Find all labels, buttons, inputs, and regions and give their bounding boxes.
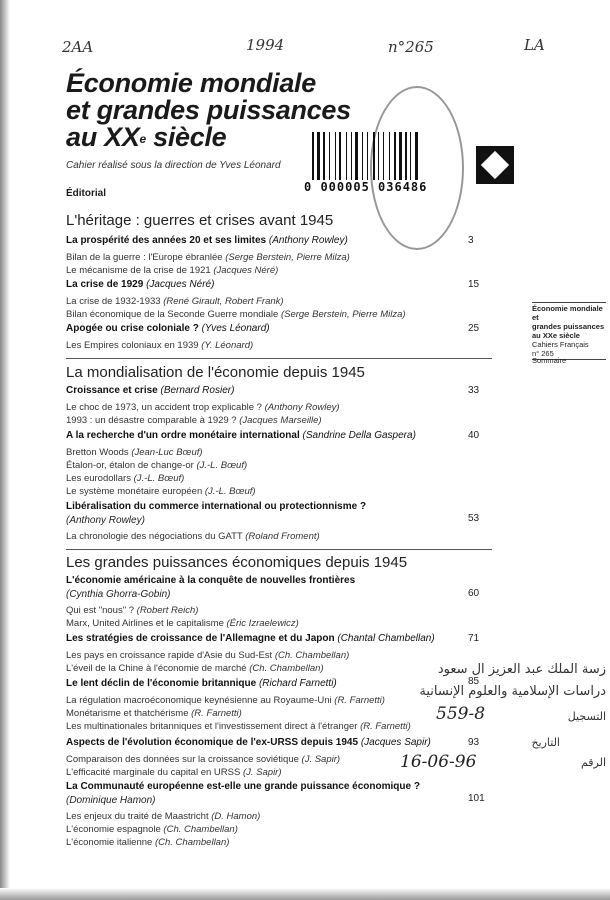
toc-subentry: L'économie italienne (Ch. Chambellan) xyxy=(66,837,230,848)
page-number: 53 xyxy=(468,513,480,524)
toc-subentry: La régulation macroéconomique keynésienne au Royaume-Uni (R. Farnetti) xyxy=(66,695,385,706)
toc-subentry: La chronologie des négociations du GATT (Roland Froment) xyxy=(66,531,320,542)
handwritten-number: n°265 xyxy=(388,38,434,56)
toc-author: (Cynthia Ghorra-Gobin) xyxy=(66,589,171,600)
page-number: 85 xyxy=(468,676,480,687)
section-title: La mondialisation de l'économie depuis 1945 xyxy=(66,364,365,381)
barcode-bar xyxy=(346,132,347,180)
page-number: 40 xyxy=(468,430,480,441)
toc-subentry: Bilan de la guerre : l'Europe ébranlée (Serge Berstein, Pierre Milza) xyxy=(66,252,350,263)
section-title: Les grandes puissances économiques depuis 1945 xyxy=(66,554,408,571)
barcode-bar xyxy=(405,132,407,180)
barcode-bar xyxy=(351,132,352,180)
page-number: 3 xyxy=(468,235,474,246)
publisher-logo xyxy=(476,146,514,184)
page-number: 101 xyxy=(468,793,485,804)
toc-subentry: Bretton Woods (Jean-Luc Bœuf) xyxy=(66,447,203,458)
section-divider xyxy=(66,358,492,359)
barcode xyxy=(304,132,472,194)
page-shadow-left xyxy=(0,0,10,900)
toc-entry: Le lent déclin de l'économie britannique (Richard Farnetti) xyxy=(66,678,337,689)
handwritten-mark: LA xyxy=(524,36,545,54)
stamp-number-label: الرقم xyxy=(580,756,606,769)
barcode-number: 0 000005 036486 xyxy=(304,180,428,194)
barcode-bar xyxy=(317,132,320,180)
toc-subentry: Les eurodollars (J.-L. Bœuf) xyxy=(66,473,185,484)
barcode-bar xyxy=(415,132,418,180)
barcode-bar xyxy=(355,132,358,180)
toc-entry: La prospérité des années 20 et ses limites (Anthony Rowley) xyxy=(66,235,348,246)
barcode-bar xyxy=(339,132,341,180)
toc-entry: La crise de 1929 (Jacques Néré) xyxy=(66,279,215,290)
barcode-bar xyxy=(373,132,375,180)
sidebar-box xyxy=(532,302,606,360)
sidebar-line-2: n° 265 xyxy=(532,349,554,358)
barcode-bars xyxy=(312,132,472,180)
title-line-1: Économie mondiale xyxy=(66,68,316,98)
toc-subentry: L'éveil de la Chine à l'économie de marché (Ch. Chambellan) xyxy=(66,663,324,674)
page-shadow-bottom xyxy=(0,888,610,900)
toc-subentry: Les pays en croissance rapide d'Asie du Sud-Est (Ch. Chambellan) xyxy=(66,650,350,661)
toc-subentry: Le système monétaire européen (J.-L. Bœuf) xyxy=(66,486,256,497)
barcode-bar xyxy=(394,132,396,180)
page-number: 33 xyxy=(468,385,480,396)
toc-entry: Libéralisation du commerce international ou protectionnisme ? xyxy=(66,501,367,512)
toc-entry: La Communauté européenne est-elle une grande puissance économique ? xyxy=(66,781,420,792)
registration-date: 16-06-96 xyxy=(400,752,477,772)
page-number: 25 xyxy=(468,323,480,334)
barcode-bar xyxy=(399,132,402,180)
section-divider xyxy=(66,549,492,550)
toc-entry: L'économie américaine à la conquête de nouvelles frontières xyxy=(66,575,356,586)
toc-entry: Aspects de l'évolution économique de l'ex-URSS depuis 1945 (Jacques Sapir) xyxy=(66,737,431,748)
section-title: L'héritage : guerres et crises avant 1945 xyxy=(66,212,334,229)
toc-entry: A la recherche d'un ordre monétaire international (Sandrine Della Gaspera) xyxy=(66,430,416,441)
toc-subentry: Marx, United Airlines et le capitalisme (Éric Izraelewicz) xyxy=(66,618,299,629)
toc-subentry: 1993 : un désastre comparable à 1929 ? (Jacques Marseille) xyxy=(66,415,322,426)
toc-subentry: La crise de 1932-1933 (René Girault, Robert Frank) xyxy=(66,296,284,307)
toc-subentry: Les Empires coloniaux en 1939 (Y. Léonard) xyxy=(66,340,254,351)
barcode-bar xyxy=(367,132,368,180)
editorial-label: Éditorial xyxy=(66,188,107,199)
stamp-date-label: التاريخ xyxy=(531,736,560,749)
barcode-bar xyxy=(335,132,336,180)
barcode-bar xyxy=(383,132,384,180)
handwritten-code: 2AA xyxy=(62,38,94,56)
barcode-bar xyxy=(362,132,363,180)
title-line-2: et grandes puissances xyxy=(66,95,351,125)
toc-subentry: Le mécanisme de la crise de 1921 (Jacques Néré) xyxy=(66,265,279,276)
sidebar-title-3: au XXe siècle xyxy=(532,331,580,340)
barcode-bar xyxy=(312,132,314,180)
toc-subentry: Comparaison des données sur la croissance soviétique (J. Sapir) xyxy=(66,754,341,765)
page-number: 15 xyxy=(468,279,480,290)
barcode-bar xyxy=(389,132,390,180)
handwritten-year: 1994 xyxy=(246,36,285,54)
toc-subentry: Les multinationales britanniques et l'investissement direct à l'étranger (R. Farnetti) xyxy=(66,721,411,732)
title-line-3: au XXe siècle xyxy=(66,122,227,152)
sidebar-title-1: Économie mondiale et xyxy=(532,304,603,322)
stamp-institution-line-1: زسة الملك عبد العزيز ال سعود xyxy=(437,662,606,677)
toc-subentry: Le choc de 1973, un accident trop explicable ? (Anthony Rowley) xyxy=(66,402,340,413)
toc-entry: Les stratégies de croissance de l'Allemagne et du Japon (Chantal Chambellan) xyxy=(66,633,435,644)
toc-author: (Anthony Rowley) xyxy=(66,515,145,526)
sidebar-frame xyxy=(532,302,606,360)
toc-subentry: Qui est "nous" ? (Robert Reich) xyxy=(66,605,199,616)
toc-author: (Dominique Hamon) xyxy=(66,795,156,806)
toc-subentry: Monétarisme et thatchérisme (R. Farnetti) xyxy=(66,708,242,719)
toc-subentry: L'économie espagnole (Ch. Chambellan) xyxy=(66,824,238,835)
subtitle: Cahier réalisé sous la direction de Yves Léonard xyxy=(66,160,281,171)
toc-entry: Apogée ou crise coloniale ? (Yves Léonard) xyxy=(66,323,270,334)
barcode-bar xyxy=(323,132,325,180)
barcode-bar xyxy=(410,132,411,180)
barcode-bar xyxy=(329,132,330,180)
stamp-institution-line-2: دراسات الإسلامية والعلوم الإنسانية xyxy=(419,684,606,699)
page-number: 60 xyxy=(468,588,480,599)
sidebar-title-2: grandes puissances xyxy=(532,322,605,331)
toc-subentry: Bilan économique de la Seconde Guerre mondiale (Serge Berstein, Pierre Milza) xyxy=(66,309,406,320)
toc-subentry: Les enjeux du traité de Maastricht (D. Hamon) xyxy=(66,811,261,822)
toc-subentry: L'efficacité marginale du capital en URSS (J. Sapir) xyxy=(66,767,282,778)
sidebar-line-1: Cahiers Français xyxy=(532,340,589,349)
page-number: 71 xyxy=(468,633,480,644)
toc-entry: Croissance et crise (Bernard Rosier) xyxy=(66,385,235,396)
barcode-bar xyxy=(378,132,379,180)
sidebar-summary: Sommaire xyxy=(532,356,567,365)
toc-subentry: Étalon-or, étalon de change-or (J.-L. Bœuf) xyxy=(66,460,248,471)
page-number: 93 xyxy=(468,737,480,748)
stamp-registration-label: التسجيل xyxy=(567,710,606,723)
registration-number: 559-8 xyxy=(436,704,486,724)
